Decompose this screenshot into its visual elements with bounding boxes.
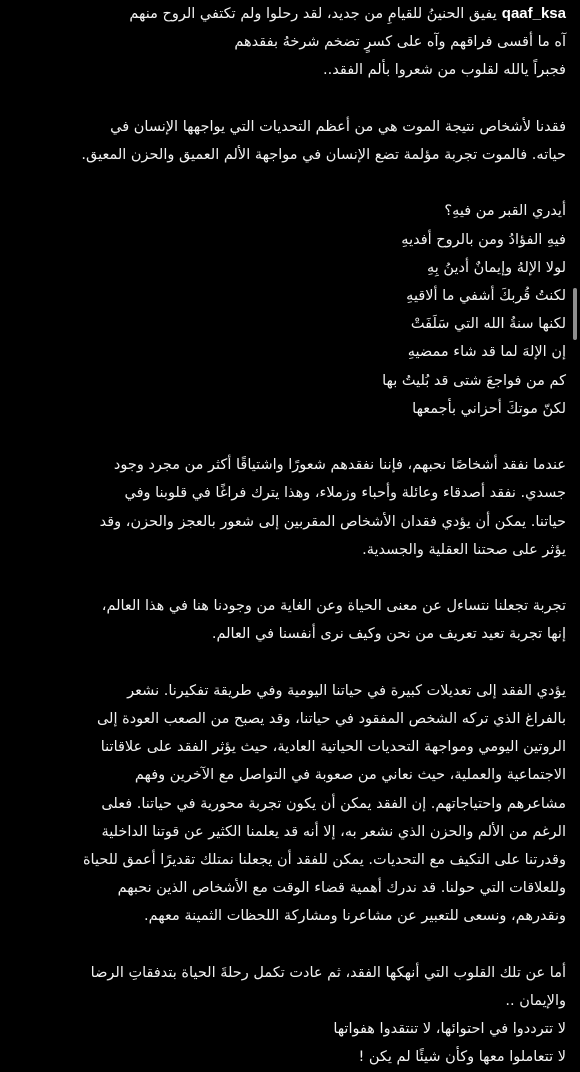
caption-line: فقدنا لأشخاص نتيجة الموت هي من أعظم التحديات التي يواجهها الإنسان في: [110, 118, 566, 135]
caption-line: عندما نفقد أشخاصًا نحبهم، فإننا نفقدهم شعورًا واشتياقًا أكثر من مجرد وجود: [113, 457, 566, 474]
poem-line: فيهِ الفؤادُ ومن بالروح أفديهِ: [401, 231, 566, 248]
paragraph-gap: [14, 169, 566, 197]
caption-line: حياته. فالموت تجربة مؤلمة تضع الإنسان في مواجهة الألم العميق والحزن المعيق.: [81, 147, 566, 163]
caption-line: الروتين اليومي ومواجهة التحديات الحياتية العادية، حيث يؤثر الفقد على علاقاتنا: [100, 739, 566, 756]
caption-line: يؤدي الفقد إلى تعديلات كبيرة في حياتنا اليومية وفي طريقة تفكيرنا. نشعر: [127, 682, 566, 699]
caption-first-line: [14, 0, 566, 28]
poem-line: إن الإلهَ لما قد شاء ممضيهِ: [407, 344, 566, 361]
poem-line: لكنتُ قُربكَ أشفي ما ألاقيهِ: [406, 288, 566, 304]
caption-line: آه ما أقسى فراقهم وآه على كسرٍ تضخم شرخهُ بفقدهم: [234, 34, 566, 51]
caption-line: والإيمان ..: [505, 993, 566, 1010]
paragraph-gap: [14, 423, 566, 451]
caption-line: الرغم من الألم والحزن الذي نشعر به، إلا أنه قد يعلمنا الكثير عن قوتنا الداخلية: [101, 823, 566, 840]
caption-line: حياتنا. يمكن أن يؤدي فقدان الأشخاص المقربين إلى شعور بالعجز والحزن، وقد: [99, 513, 566, 530]
paragraph-gap: [14, 931, 566, 959]
caption-line: لا تتعاملوا معها وكأن شيئًا لم يكن !: [358, 1049, 566, 1066]
poem-line: كم من فواجعَ شتى قد بُليتُ بها: [382, 372, 566, 389]
paragraph-gap: [14, 564, 566, 592]
caption-line: بالفراغ الذي تركه الشخص المفقود في حياتنا، وقد يصبح من الصعب العودة إلى: [96, 711, 566, 727]
post-caption: [14, 0, 566, 1072]
caption-line: وللعلاقات التي حولنا. قد ندرك أهمية قضاء الوقت مع الأشخاص الذين نحبهم: [117, 880, 566, 897]
paragraph-gap: [14, 649, 566, 677]
caption-line: إنها تجربة تعيد تعريف من نحن وكيف نرى أنفسنا في العالم.: [211, 626, 566, 643]
caption-line: فجبراً يالله لقلوب من شعروا بألم الفقد..: [323, 62, 566, 79]
caption-line: يؤثر على صحتنا العقلية والجسدية.: [362, 541, 566, 558]
caption-text: يفيق الحنينُ للقيامِ من جديد، لقد رحلوا ولم تكتفي الروح منهم: [129, 6, 497, 22]
caption-line: مشاعرهم واحتياجاتهم. إن الفقد يمكن أن يكون تجربة محورية في حياتنا. فعلى: [101, 795, 566, 812]
caption-line: جسدي. نفقد أصدقاء وعائلة وأحباء وزملاء، وهذا يترك فراغًا في قلوبنا وفي: [124, 485, 566, 502]
poem-line: لكنّ موتكَ أحزاني بأجمعها: [412, 400, 566, 417]
caption-line: الاجتماعية والعملية، حيث نعاني من صعوبة في التواصل مع الآخرين وفهم: [134, 767, 566, 784]
caption-line: تجربة تجعلنا نتساءل عن معنى الحياة وعن الغاية من وجودنا هنا في هذا العالم،: [101, 598, 566, 615]
poem-line: أيدري القبر من فيهِ؟: [444, 203, 566, 220]
scrollbar-thumb[interactable]: [573, 288, 577, 340]
poem-line: لكنها سنةُ الله التي سَلَفَتْ: [410, 316, 566, 333]
caption-line: وقدرتنا على التكيف مع التحديات. يمكن للفقد أن يجعلنا نمتلك تقديرًا أعمق للحياة: [82, 852, 566, 869]
poem-line: لولا الإلهُ وإيمانٌ أدينُ بِهِ: [427, 259, 566, 276]
caption-line: لا تترددوا في احتوائها، لا تنتقدوا هفواتها: [333, 1021, 566, 1038]
paragraph-gap: [14, 85, 566, 113]
caption-line: ونقدرهم، ونسعى للتعبير عن مشاعرنا ومشاركة اللحظات الثمينة معهم.: [144, 908, 566, 925]
username[interactable]: qaaf_ksa: [501, 5, 566, 22]
caption-line: أما عن تلك القلوب التي أنهكها الفقد، ثم عادت تكمل رحلةَ الحياة بتدفقاتِ الرضا: [90, 964, 566, 981]
